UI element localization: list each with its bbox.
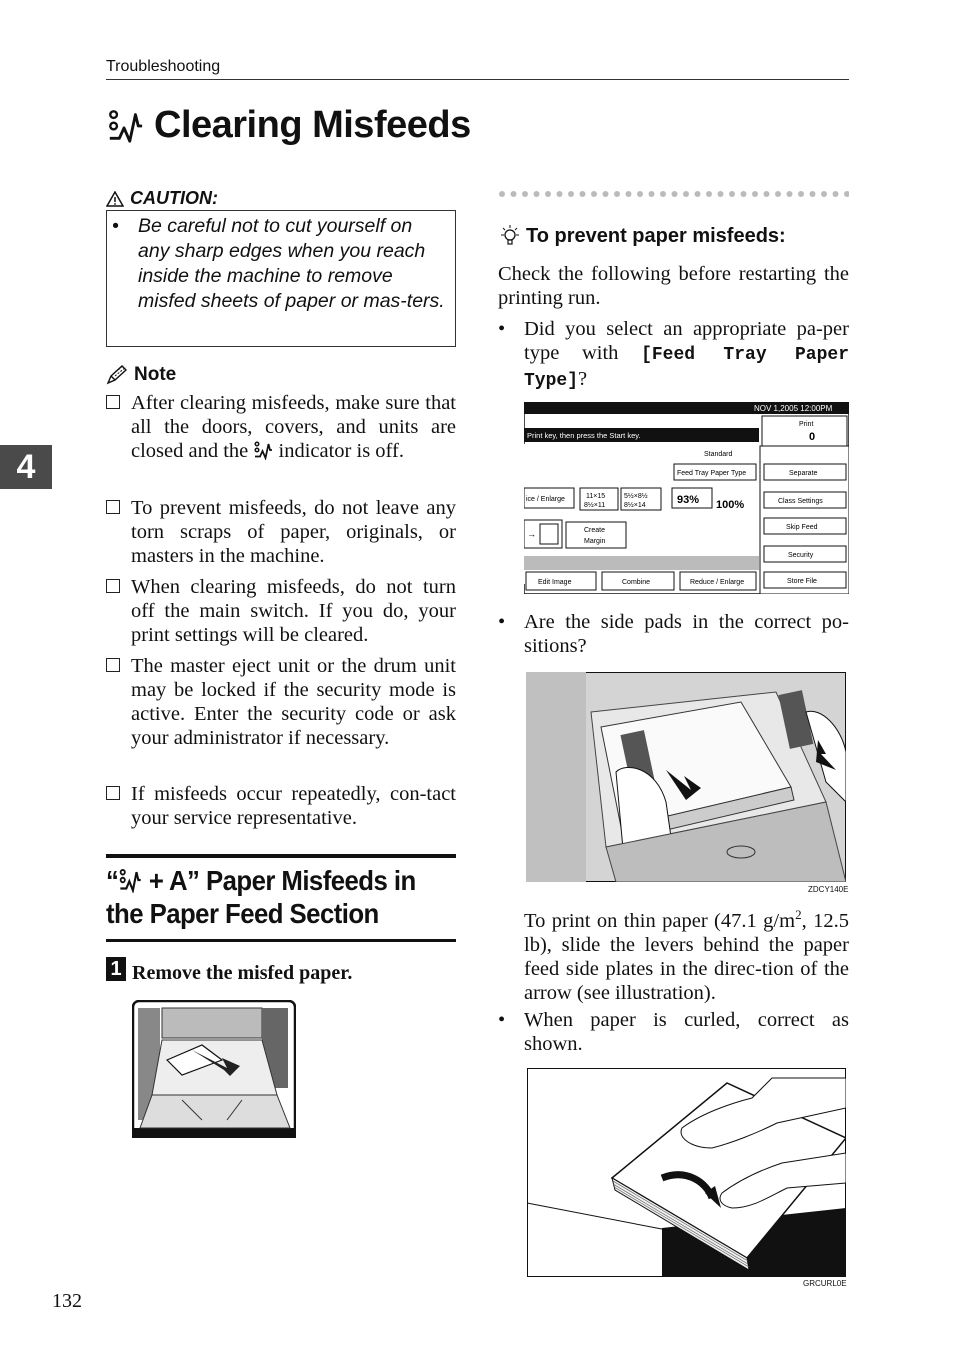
divider-dot [511, 191, 517, 197]
divider-dot [637, 191, 643, 197]
feed-tray-button: Feed Tray Paper Type [677, 470, 747, 477]
section-rule-top [106, 854, 456, 858]
note-item [106, 782, 456, 830]
step-number: 1 [106, 957, 126, 981]
note-item [106, 575, 456, 647]
note-item-text-before: After clearing misfeeds, make sure that all the doors, covers, and units are closed and the [131, 392, 456, 462]
bullet: • [498, 318, 506, 340]
divider-dot [660, 191, 666, 197]
standard-label: Standard [704, 451, 733, 458]
divider-dot [729, 191, 735, 197]
feed-tray-key: [Feed Tray Paper Type] [524, 345, 849, 391]
divider-dot [649, 191, 655, 197]
chapter-tab: 4 [0, 445, 52, 489]
note-item-text: If misfeeds occur repeatedly, con-tact your service representative. [131, 783, 456, 829]
section-title-text: + A” Paper Misfeeds in the Paper Feed Section [106, 865, 416, 929]
divider-dot [775, 191, 781, 197]
misfeed-icon [118, 867, 142, 893]
divider-dot [626, 191, 632, 197]
misfeed-indicator-icon [253, 440, 273, 460]
bottom-button-2: Reduce / Enlarge [690, 579, 745, 586]
caution-body: Be careful not to cut yourself on any sharp edges when you reach inside the machine to remove misfed sheets of paper or mas-ters. [138, 215, 445, 312]
prevent-label [498, 224, 786, 248]
header-rule [106, 79, 849, 80]
remove-paper-illustration [132, 1000, 296, 1138]
divider-dot [706, 191, 712, 197]
note-item-text: When clearing misfeeds, do not turn off the main switch. If you do, your print settings will be cleared. [131, 576, 456, 646]
checkbox-icon [106, 786, 120, 800]
divider-dot [603, 191, 609, 197]
side-pads-illustration [526, 672, 846, 882]
note-item [106, 654, 456, 750]
curled-paper-illustration [527, 1068, 846, 1277]
size1-line1: 11×15 [586, 493, 606, 500]
divider-dot [557, 191, 563, 197]
pencil-icon [106, 365, 128, 385]
create-margin-2: Margin [584, 538, 606, 545]
zoom-93: 93% [677, 494, 700, 506]
note-label [106, 364, 176, 386]
bullet-text [524, 317, 849, 393]
arrow-glyph: → [527, 529, 536, 539]
divider-dot [614, 191, 620, 197]
divider-dot [499, 191, 505, 197]
thin-paper-after: , 12.5 lb), slide the levers behind the paper feed side plates in the direc-tion of the arrow (see illustration). [524, 909, 849, 1004]
print-count: 0 [809, 431, 816, 443]
zoom-100: 100% [716, 499, 745, 511]
caution-bullet: • [112, 215, 119, 237]
create-margin-1: Create [584, 527, 606, 534]
caution-label-text: CAUTION: [130, 188, 218, 208]
divider-dot [718, 191, 724, 197]
note-item-text: To prevent misfeeds, do not leave any torn scraps of paper, originals, or masters in the machine. [131, 497, 456, 567]
bullet: • [498, 1009, 506, 1031]
divider-dot [522, 191, 528, 197]
divider-dot [787, 191, 793, 197]
size2-line2: 8½×14 [624, 502, 646, 509]
divider-dot [545, 191, 551, 197]
dotted-divider [498, 190, 849, 198]
note-item-text: The master eject unit or the drum unit may be locked if the security mode is active. Enter the security code or ask your administrator if necessary. [131, 655, 456, 749]
bullet-item [498, 610, 849, 658]
right-button-1: Class Settings [778, 498, 823, 505]
bullet-text: Are the side pads in the correct po-sitions? [524, 611, 849, 657]
prevent-label-text: To prevent paper misfeeds: [526, 224, 786, 247]
divider-dot [683, 191, 689, 197]
bullet-text-after: ? [578, 368, 588, 390]
misfeed-icon [106, 107, 144, 145]
screen-message: Print key, then press the Start key. [527, 431, 641, 440]
figure-code: GRCURL0E [803, 1279, 847, 1288]
warning-icon [106, 191, 124, 207]
bullet-item [498, 317, 849, 393]
right-button-3: Security [788, 552, 814, 559]
step-text: Remove the misfed paper. [132, 962, 353, 984]
checkbox-icon [106, 579, 120, 593]
figure-code: ZDCY140E [808, 885, 849, 894]
bottom-button-1: Combine [622, 579, 651, 586]
reduce-enlarge-button: ice / Enlarge [526, 496, 565, 503]
thin-paper-before: To print on thin paper (47.1 g/m [524, 909, 796, 932]
bullet: • [498, 611, 506, 633]
caution-text [112, 214, 448, 314]
prevent-intro: Check the following before restarting the printing run. [498, 263, 849, 309]
print-label: Print [799, 421, 814, 428]
lightbulb-icon [498, 224, 522, 248]
note-label-text: Note [134, 364, 177, 385]
divider-dot [580, 191, 586, 197]
caution-label [106, 188, 218, 209]
section-rule-bottom [106, 939, 456, 942]
checkbox-icon [106, 500, 120, 514]
running-header: Troubleshooting [106, 58, 221, 75]
size2-line1: 5½×8½ [624, 493, 648, 500]
page-title-text: Clearing Misfeeds [154, 104, 471, 146]
divider-dot [741, 191, 747, 197]
checkbox-icon [106, 658, 120, 672]
thin-paper-sup: 2 [795, 907, 802, 922]
divider-dot [798, 191, 804, 197]
divider-dot [568, 191, 574, 197]
divider-dot [844, 191, 849, 197]
note-item [106, 496, 456, 568]
divider-dot [810, 191, 816, 197]
note-item-text [131, 391, 456, 463]
divider-dot [821, 191, 827, 197]
section-title [106, 864, 428, 930]
checkbox-icon [106, 395, 120, 409]
right-button-2: Skip Feed [786, 524, 818, 531]
right-button-4: Store File [787, 578, 817, 585]
divider-dot [672, 191, 678, 197]
bullet-item [498, 1008, 849, 1056]
divider-dot [695, 191, 701, 197]
right-button-0: Separate [789, 470, 818, 477]
size1-line2: 8½×11 [584, 502, 606, 509]
note-item-text-after: indicator is off. [278, 440, 404, 462]
page-title [106, 104, 471, 147]
bullet-text: When paper is curled, correct as shown. [524, 1009, 849, 1055]
section-title-open: “ [106, 865, 119, 896]
note-item [106, 391, 456, 463]
divider-dot [764, 191, 770, 197]
divider-dot [752, 191, 758, 197]
control-panel-screen [524, 402, 849, 594]
divider-dot [591, 191, 597, 197]
screen-datetime: NOV 1,2005 12:00PM [754, 404, 833, 413]
divider-dot [534, 191, 540, 197]
bottom-button-0: Edit Image [538, 579, 572, 586]
divider-dot [833, 191, 839, 197]
page-number: 132 [52, 1290, 82, 1312]
thin-paper-instructions [524, 903, 849, 1005]
bullet-text-before: Did you select an appropriate pa-per type with [524, 318, 849, 364]
